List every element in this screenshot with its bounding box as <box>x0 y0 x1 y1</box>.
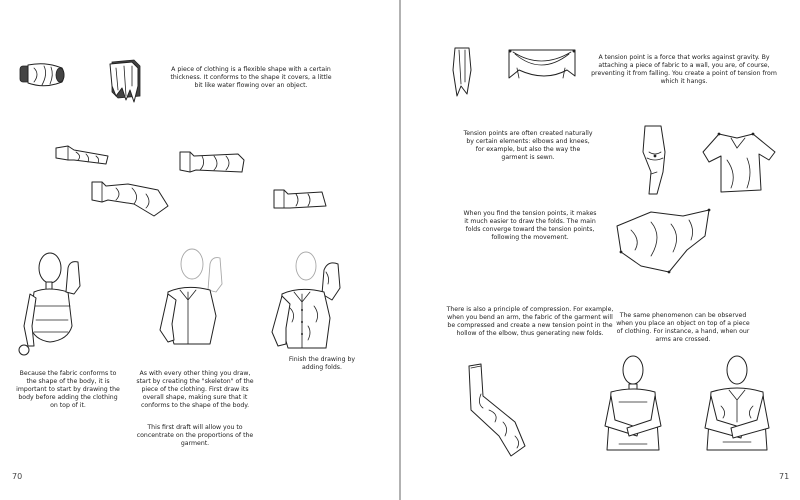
box-cloth-illustration <box>104 56 144 106</box>
left-page <box>0 0 399 500</box>
tension-natural-text: Tension points are often created naturally by certain elements: elbows and knees, for example, but also the way the garment is sewn. <box>463 130 593 161</box>
finished-shirt-figure <box>264 248 348 368</box>
step2-text: As with every other thing you draw, start by creating the "skeleton" of the piece of the clothing. First draw its overall shape, making sure that it conforms to the shape of the body. <box>136 370 254 409</box>
page-number-left: 70 <box>12 472 23 481</box>
tension-find-text: When you find the tension points, it makes it much easier to draw the folds. The main folds converge toward the tension points, following the movement. <box>463 210 597 241</box>
draped-shirt-illustration <box>611 206 715 276</box>
step3-text: Finish the drawing by adding folds. <box>288 356 356 371</box>
cylinder-cloth-illustration <box>18 60 68 92</box>
tension-intro-text: A tension point is a force that works against gravity. By attaching a piece of fabric to a wall, you are, of course, preventing it from falling. You create a point of tension from which it hangs. <box>591 54 777 85</box>
step2-note: This first draft will allow you to concentrate on the proportions of the garment. <box>136 424 254 447</box>
draft-shirt-figure <box>150 244 230 364</box>
pants-leg-illustration <box>637 122 677 198</box>
hanging-tshirt-illustration <box>697 130 783 196</box>
sleeve-arm-illustration-3 <box>88 176 172 220</box>
right-page <box>401 0 800 500</box>
intro-text: A piece of clothing is a flexible shape with a certain thickness. It conforms to the shape it covers, a little bit like water flowing over an object. <box>170 66 332 89</box>
hanging-cloth-single <box>451 46 475 100</box>
step1-text: Because the fabric conforms to the shape of the body, it is important to start by drawing the body before adding the clothing on top of it. <box>16 370 120 409</box>
sleeve-arm-illustration-4 <box>270 184 330 214</box>
sleeve-arm-illustration-1 <box>52 138 112 168</box>
sleeve-arm-illustration-2 <box>176 146 248 180</box>
crossed-arms-mannequin <box>597 350 669 460</box>
phenomenon-text: The same phenomenon can be observed when you place an object on top of a piece of clothing. For instance, a hand, when our arms are crossed. <box>616 312 750 343</box>
bent-arm-illustration <box>459 360 539 460</box>
mannequin-figure <box>12 246 84 366</box>
crossed-arms-shirt <box>697 350 777 460</box>
page-number-right: 71 <box>779 472 790 481</box>
compression-text: There is also a principle of compression. For example, when you bend an arm, the fabric of the garment will be compressed and create a new tension point in the hollow of the elbow, thus generating new folds. <box>446 306 614 337</box>
hanging-cloth-pinned <box>505 48 579 90</box>
